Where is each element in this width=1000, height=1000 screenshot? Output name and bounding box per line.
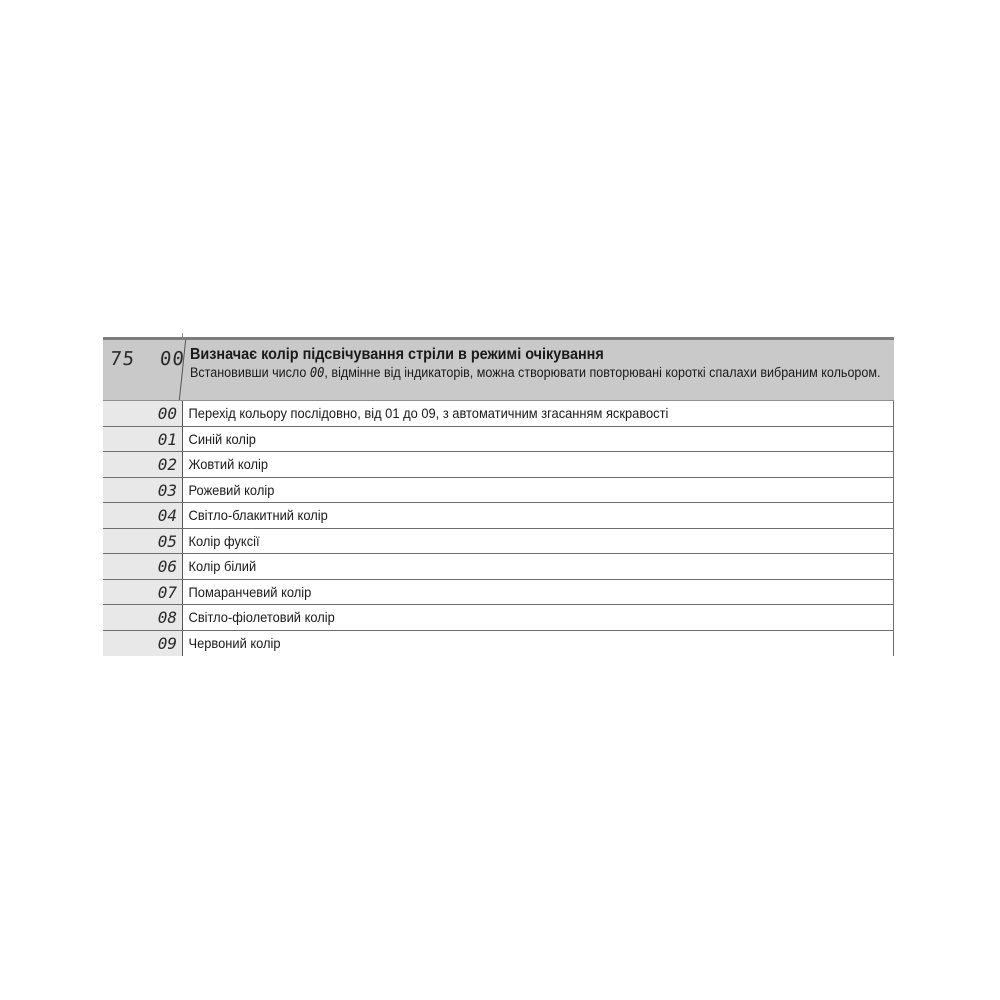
option-label: Перехід кольору послідовно, від 01 до 09, з автоматичним згасанням яскравості: [188, 405, 669, 421]
option-code: 04: [103, 503, 183, 528]
option-code: 00: [103, 401, 183, 426]
option-code: 09: [103, 631, 183, 657]
option-code: 05: [103, 529, 183, 554]
option-label: Рожевий колір: [188, 481, 275, 498]
parameter-title: Визначає колір підсвічування стріли в режимі очікування: [190, 346, 604, 363]
option-code: 08: [103, 605, 183, 630]
table-row: [103, 478, 894, 504]
table-row: [103, 580, 894, 606]
table-row: [103, 529, 894, 555]
option-label: Колір білий: [188, 558, 257, 574]
table-row: [103, 554, 894, 580]
option-code: 02: [103, 452, 183, 477]
table-row: [103, 401, 894, 427]
table-row: [103, 452, 894, 478]
parameter-code: 75 00: [100, 340, 186, 400]
description-text-before: Встановивши число: [190, 365, 310, 380]
table-row: [103, 605, 894, 631]
option-code: 01: [103, 427, 183, 452]
option-label: Синій колір: [188, 430, 256, 447]
option-label: Світло-блакитний колір: [188, 507, 328, 523]
parameter-header-text: [183, 340, 894, 400]
table-row: [103, 427, 894, 453]
column-divider-tick: [182, 333, 183, 339]
option-code: 06: [103, 554, 183, 579]
option-label: Помаранчевий колір: [188, 583, 312, 600]
table-row: [103, 631, 894, 657]
description-text-after: , відмінне від індикаторів, можна створювати повторювані короткі спалахи вибраним кольором.: [324, 365, 881, 380]
parameter-header-row: [103, 340, 894, 401]
option-label: Жовтий колір: [188, 456, 269, 472]
option-label: Світло-фіолетовий колір: [188, 609, 335, 625]
option-code: 07: [103, 580, 183, 605]
option-rows: [103, 401, 894, 656]
description-inline-code: 00: [309, 366, 325, 381]
table-row: [103, 503, 894, 529]
parameter-description: [190, 365, 883, 381]
option-label: Червоний колір: [188, 634, 281, 651]
option-label: Колір фуксії: [188, 532, 260, 549]
option-code: 03: [103, 478, 183, 503]
